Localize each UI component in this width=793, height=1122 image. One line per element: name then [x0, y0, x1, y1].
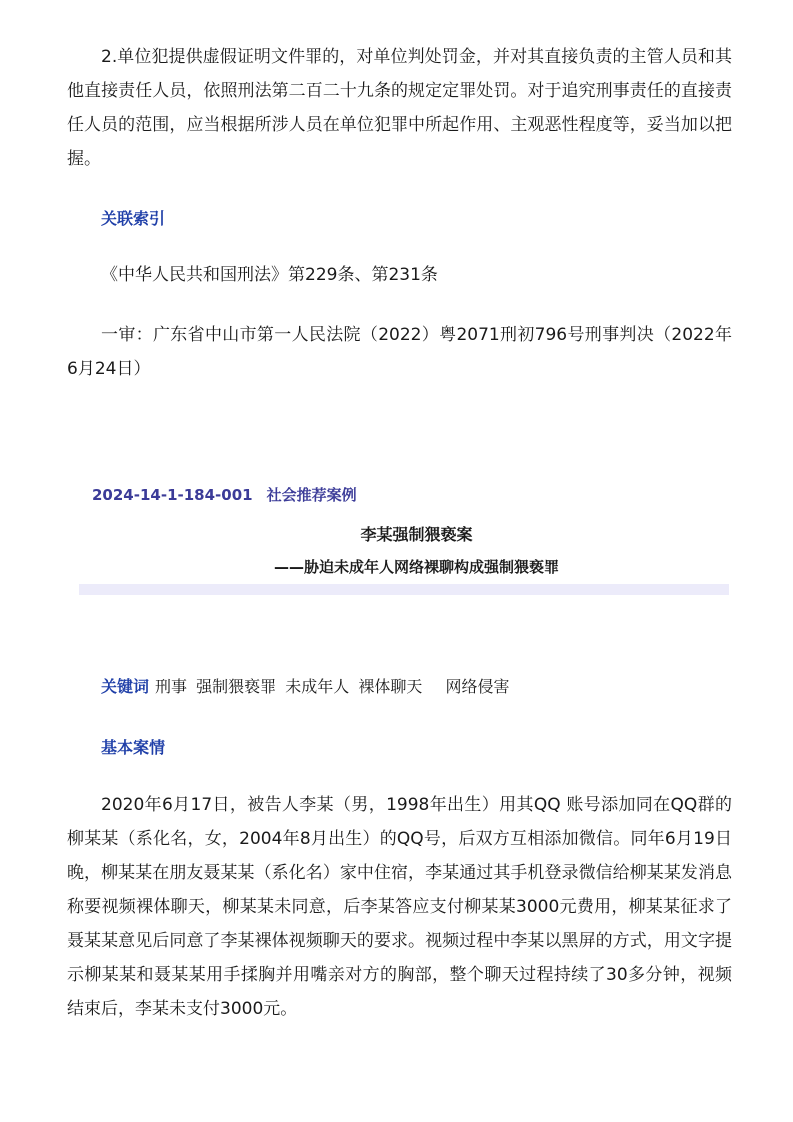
keyword: 刑事	[155, 677, 188, 696]
keyword: 网络侵害	[445, 677, 510, 696]
keywords-line	[101, 674, 513, 697]
unit-crime-paragraph: 2.单位犯提供虚假证明文件罪的，对单位判处罚金，并对其直接负责的主管人员和其他直接责任人员，依照刑法第二百二十九条的规定定罪处罚。对于追究刑事责任的直接责任人员的范围，应当根据所涉人员在单位犯罪中所起作用、主观恶性程度等，妥当加以把握。	[67, 47, 732, 169]
keyword: 强制猥亵罪	[196, 677, 277, 696]
case-number: 2024-14-1-184-001	[92, 486, 253, 504]
basic-facts-paragraph: 2020年6月17日，被告人李某（男，1998年出生）用其QQ 账号添加同在QQ群的柳某某（系化名，女，2004年8月出生）的QQ号，后双方互相添加微信。同年6月19日晚，柳某某在朋友聂某某（系化名）家中住宿，李某通过其手机登录微信给柳某某发消息称要视频裸体聊天，柳某某未同意，后李某答应支付柳某某3000元费用，柳某某征求了聂某某意见后同意了李某裸体视频聊天的要求。视频过程中李某以黑屏的方式，用文字提示柳某某和聂某某用手揉胸并用嘴亲对方的胸部，整个聊天过程持续了30多分钟，视频结束后，李某未支付3000元。	[67, 795, 732, 1019]
keyword: 裸体聊天	[358, 677, 423, 696]
case-title: 李某强制猥亵案	[360, 525, 473, 544]
case-id-line	[92, 484, 357, 505]
case-subtitle: ——胁迫未成年人网络裸聊构成强制猥亵罪	[273, 558, 559, 576]
basic-facts-heading: 基本案情	[101, 738, 166, 757]
case-category: 社会推荐案例	[266, 486, 357, 504]
law-reference: 《中华人民共和国刑法》第229条、第231条	[101, 265, 438, 285]
trial-reference: 一审：广东省中山市第一人民法院（2022）粤2071刑初796号刑事判决（2022年6月24日）	[67, 325, 732, 379]
related-index-heading: 关联索引	[101, 209, 166, 228]
divider-bar	[79, 584, 729, 595]
keywords-label: 关键词	[101, 677, 150, 696]
keyword: 未成年人	[285, 677, 350, 696]
